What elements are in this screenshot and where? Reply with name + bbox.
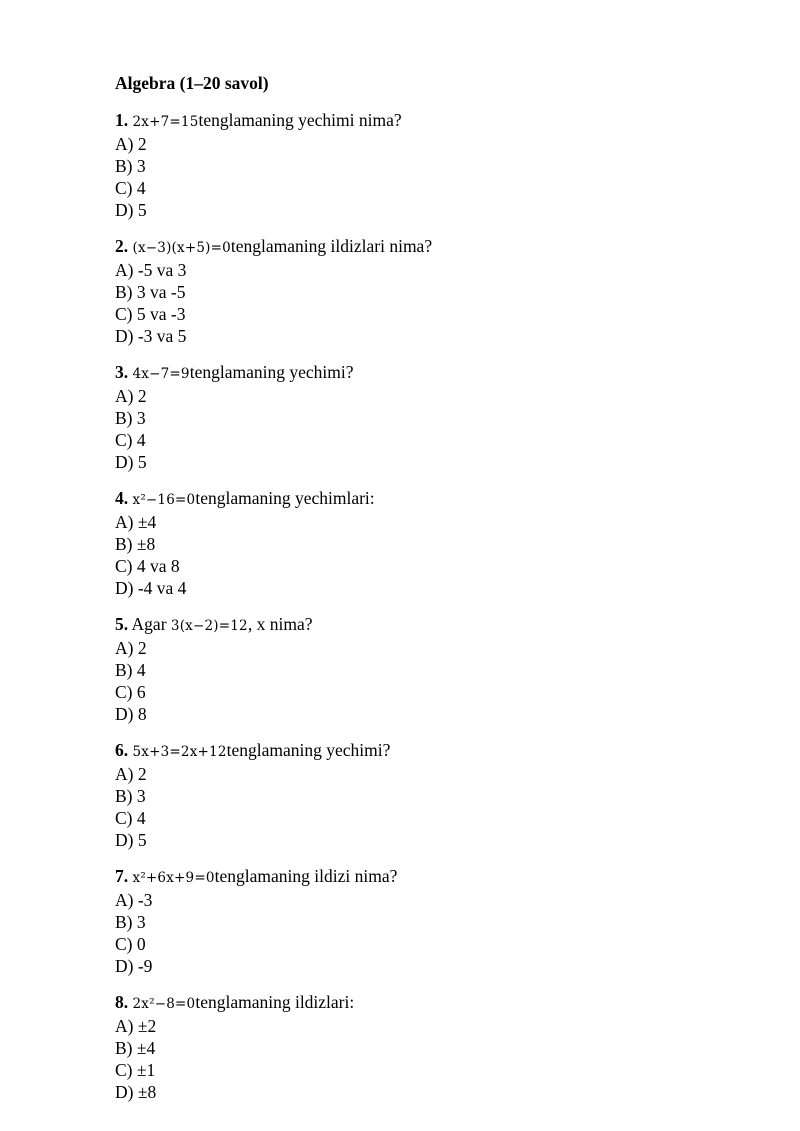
equation: 4x−7=9	[132, 366, 190, 382]
answer-option: A) ±2	[115, 1016, 157, 1036]
question-suffix: tenglamaning ildizlari:	[195, 992, 355, 1012]
answer-option: A) -3	[115, 890, 153, 910]
equation: 2x²−8=0	[132, 996, 196, 1012]
answer-option: C) 0	[115, 934, 146, 954]
answer-option: C) 6	[115, 682, 146, 702]
answer-option: A) 2	[115, 386, 147, 406]
question-text	[115, 361, 735, 385]
question-number: 8.	[115, 992, 129, 1012]
question-number: 5.	[115, 614, 129, 634]
question-suffix: tenglamaning yechimi?	[226, 740, 391, 760]
answer-option: B) 3	[115, 408, 146, 428]
answer-option: D) 5	[115, 200, 147, 220]
document-page	[115, 72, 735, 1117]
answer-option: A) 2	[115, 764, 147, 784]
equation: 3(x−2)=12	[170, 618, 248, 634]
answer-option: B) ±4	[115, 1038, 156, 1058]
question-number: 3.	[115, 362, 129, 382]
answer-option: D) 8	[115, 704, 147, 724]
answer-option: C) 5 va -3	[115, 304, 186, 324]
question-4	[115, 487, 735, 599]
answer-option: C) 4	[115, 178, 146, 198]
question-suffix: tenglamaning ildizlari nima?	[230, 236, 433, 256]
question-5	[115, 613, 735, 725]
answer-option: D) -4 va 4	[115, 578, 187, 598]
question-suffix: tenglamaning yechimi nima?	[198, 110, 402, 130]
answer-option: A) -5 va 3	[115, 260, 187, 280]
answer-option: B) 4	[115, 660, 146, 680]
answer-option: C) 4 va 8	[115, 556, 180, 576]
question-text	[115, 487, 735, 511]
question-number: 2.	[115, 236, 129, 256]
question-suffix: , x nima?	[247, 614, 313, 634]
question-suffix: tenglamaning ildizi nima?	[214, 866, 398, 886]
answer-option: B) 3	[115, 156, 146, 176]
answer-option: C) ±1	[115, 1060, 156, 1080]
equation: x²−16=0	[132, 492, 196, 508]
question-8	[115, 991, 735, 1103]
question-list	[115, 109, 735, 1103]
answer-option: D) -9	[115, 956, 153, 976]
answer-option: C) 4	[115, 808, 146, 828]
question-number: 7.	[115, 866, 129, 886]
answer-option: B) 3	[115, 912, 146, 932]
equation: x²+6x+9=0	[132, 870, 215, 886]
question-1	[115, 109, 735, 221]
question-text	[115, 613, 735, 637]
answer-option: A) ±4	[115, 512, 157, 532]
question-prefix: Agar	[131, 614, 171, 634]
answer-option: B) 3 va -5	[115, 282, 186, 302]
answer-option: A) 2	[115, 638, 147, 658]
question-suffix: tenglamaning yechimlari:	[195, 488, 375, 508]
question-number: 1.	[115, 110, 129, 130]
question-number: 6.	[115, 740, 129, 760]
question-text	[115, 865, 735, 889]
answer-option: C) 4	[115, 430, 146, 450]
answer-option: B) 3	[115, 786, 146, 806]
answer-option: D) ±8	[115, 1082, 157, 1102]
question-text	[115, 739, 735, 763]
question-suffix: tenglamaning yechimi?	[189, 362, 354, 382]
equation: (x−3)(x+5)=0	[132, 240, 231, 256]
question-7	[115, 865, 735, 977]
answer-option: D) 5	[115, 830, 147, 850]
answer-option: B) ±8	[115, 534, 156, 554]
question-text	[115, 235, 735, 259]
question-2	[115, 235, 735, 347]
equation: 5x+3=2x+12	[132, 744, 227, 760]
equation: 2x+7=15	[132, 114, 199, 130]
section-title: Algebra (1–20 savol)	[115, 73, 269, 93]
question-text	[115, 991, 735, 1015]
answer-option: A) 2	[115, 134, 147, 154]
answer-option: D) -3 va 5	[115, 326, 187, 346]
question-number: 4.	[115, 488, 129, 508]
question-text	[115, 109, 735, 133]
answer-option: D) 5	[115, 452, 147, 472]
question-3	[115, 361, 735, 473]
question-6	[115, 739, 735, 851]
